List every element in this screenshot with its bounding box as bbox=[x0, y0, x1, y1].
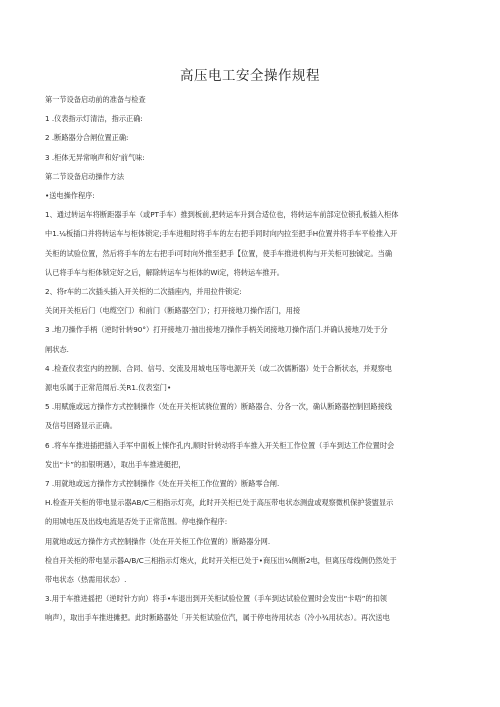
text-line: 3.用于车推进摇把（逆时针方向）将手•车退出到开关柜试验位置（手车到达试验位置时会发出“卡唔”的扣领 bbox=[45, 594, 387, 604]
text-line: 带电状态（热需用状态）. bbox=[45, 575, 127, 585]
text-line: 3 .柜体无异常响声和好'前气味: bbox=[45, 152, 145, 162]
text-line: 1、通过转运车将断距器手车（或PT手车）推到板前,把转运车升到合适位也，将转运车前部定位锁孔板插入柜体 bbox=[45, 210, 399, 220]
text-line: 响声），取出手车推进摊把。此时断路器处「开关柜试验位汽，属于停电待用状态（冷小¾用状态）。再次送电 bbox=[45, 613, 390, 623]
text-line: 2 .断路器分合闸位置正确: bbox=[45, 133, 129, 143]
text-line: 及信号回路显示正确。 bbox=[45, 421, 117, 431]
text-line: •送电操作程序: bbox=[45, 191, 95, 201]
text-line: 1 .仪表指示灯清洁，指示正确: bbox=[45, 114, 143, 124]
text-line: 源电乐属于正常范闱后.关R1.仪表室门• bbox=[45, 383, 172, 393]
text-line: 第一节设备启动前的准备与检查 bbox=[45, 95, 146, 104]
text-line: 3 .地刀操作手柄（逆时针转90°）打开接地刀·抽出接地刀操作手柄关闭接地刀操作活门.并确认接地刀处于分 bbox=[45, 325, 388, 335]
text-line: H.检查开关柜的带电显示器AB/C三相指示灯亮，此时开关柜已处于高压带电状态测盘或观察微机保护袋盥显示 bbox=[45, 498, 394, 508]
text-line: 检自开关柜的带电显示器A/B/C三相指示灯炮火，此时开关柜已处于•商压出¼侧断2电，但离压母线侧仍然处于 bbox=[45, 555, 397, 565]
text-line: 4 .检查仪表室内的控制、合同、信号、交流及用城电压等电源开关（或二次儒断器）处于合断状态，并观察电 bbox=[45, 363, 392, 373]
text-line: 闸状态. bbox=[45, 344, 69, 354]
text-line: 关柜的试验位置，然后将手车的左右把手i可时向外推至把手【位置，使手车推进机构与开关柜可独铖定。当确 bbox=[45, 248, 393, 258]
text-line: 5 .用赋施或远方操作方式控制操作（处在开关柜试骁位置的）断路器合、分各一次，确认断路器控制回路接线 bbox=[45, 402, 392, 412]
text-line: 认已将手车与柜体锁定好之后，解除转运车与柜体的Wi定，将转运车推开。 bbox=[45, 267, 284, 277]
text-line: 6 .将车车推进插把插入手军中面板上悚作孔内,顺时针转动将手车推入开关柜工作位置（手车到达工作位置时会 bbox=[45, 440, 395, 450]
text-line: 中1.¼板插口并将转运车与柜体锁定;手车进粗时将手车的左右把手同时向内拉至把手H位置并将手车平检推入开 bbox=[45, 229, 398, 239]
document-body bbox=[45, 90, 457, 628]
text-line: 第二节设备启动操作方法 bbox=[45, 171, 125, 181]
text-line: 关闭开关柜后门（电缆空门）和前门（断路器空门）；打开接地刀操作活门，用接 bbox=[45, 306, 301, 316]
text-line: 用就地或远方操作方式控制操作（处在开关柜工作位置的）断路器分网. bbox=[45, 536, 271, 546]
document-title: 高压电工安全操作规程 bbox=[180, 68, 320, 84]
text-line: 7 .用就地或远方操作方式控制操作《处在开关柜工作位置的）断路零合闸. bbox=[45, 479, 280, 489]
text-line: 发出“卡”的扣银明遇），取出手车推进艇把， bbox=[45, 459, 186, 469]
text-line: 的用城电压及出线电流是否处于正常范围。停电操作程序: bbox=[45, 517, 228, 527]
text-line: 2、将r车的二次插头插入开关柜的二次插座内，并用拉件锁定: bbox=[45, 287, 242, 297]
